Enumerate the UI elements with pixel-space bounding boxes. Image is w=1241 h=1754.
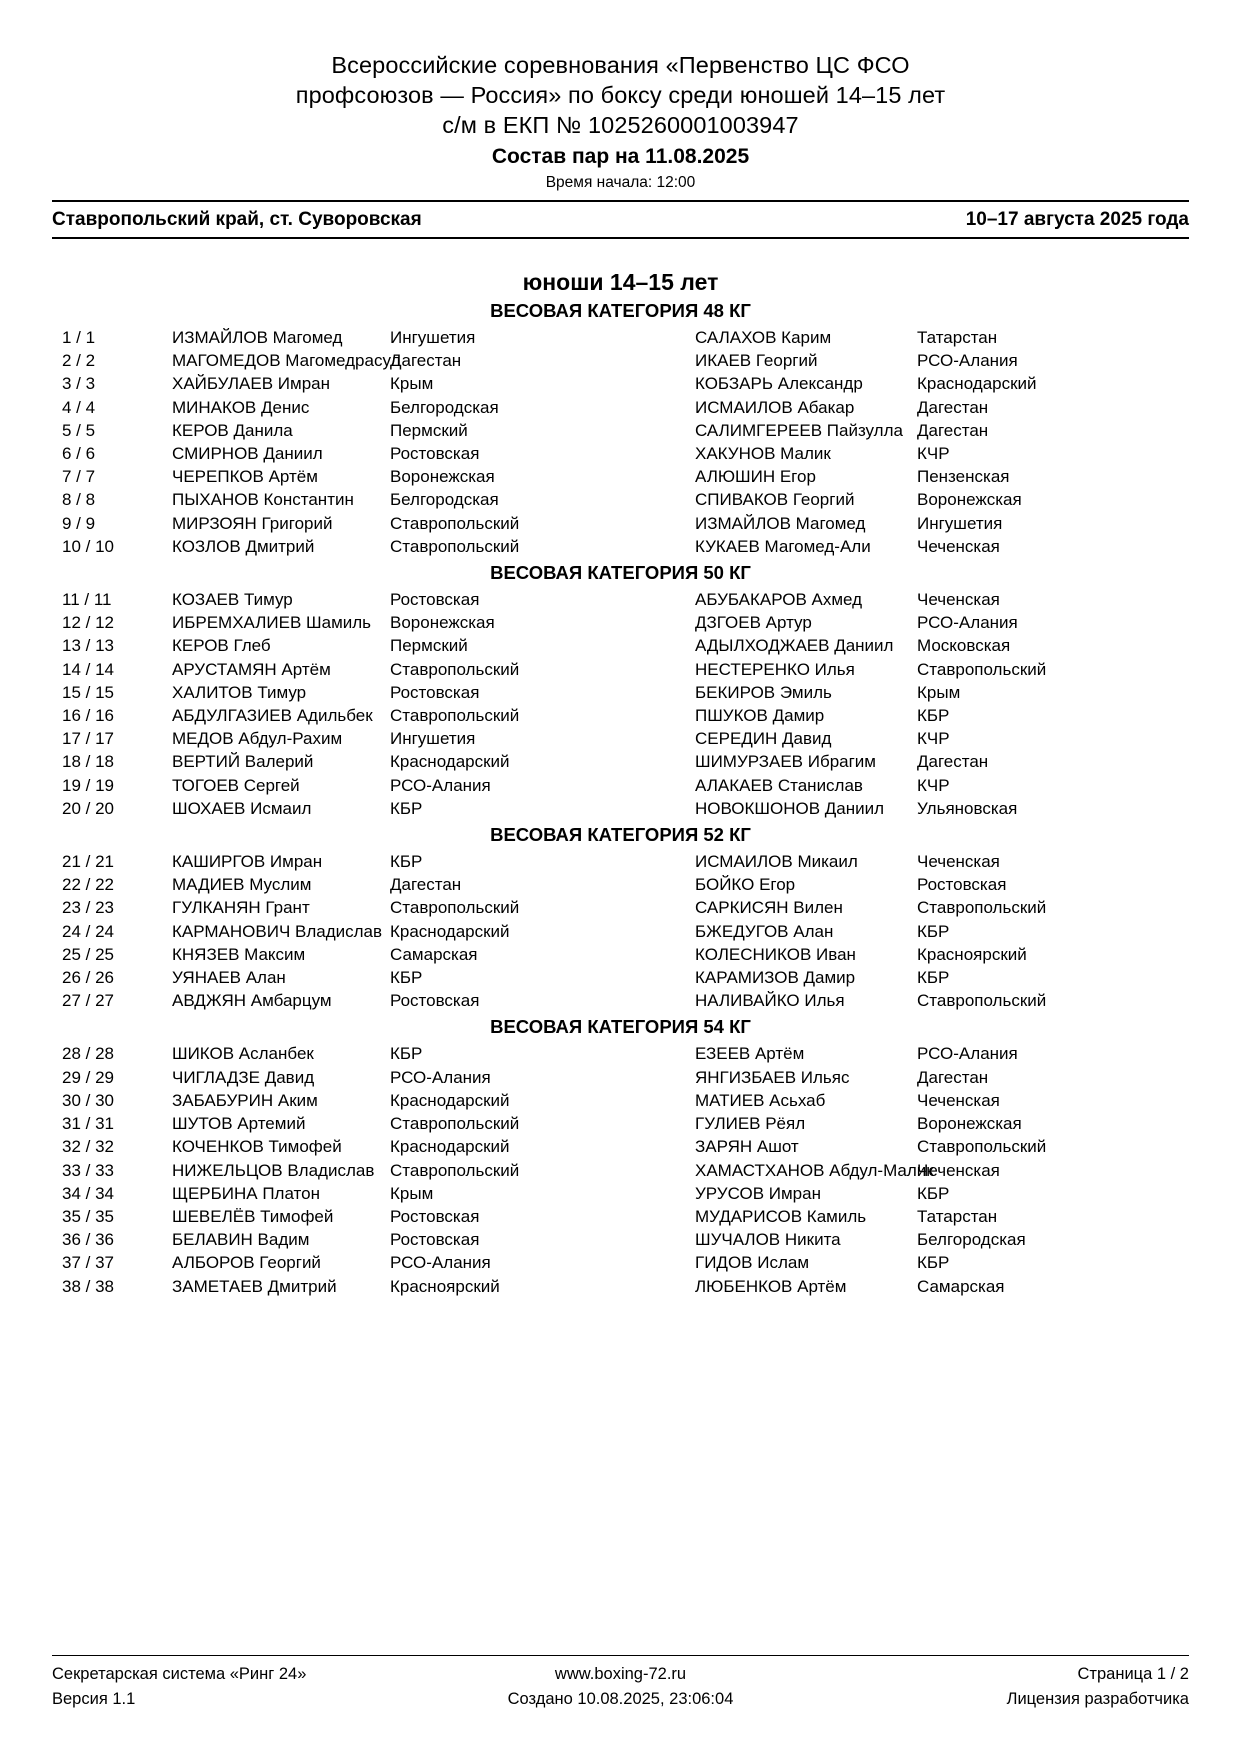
blue-boxer-name: АЛАКАЕВ Станислав [695,775,863,795]
blue-boxer-region: РСО-Алания [917,351,1018,371]
red-boxer-name: МАДИЕВ Муслим [172,875,312,895]
footer-website[interactable]: www.boxing-72.ru [554,1665,687,1683]
red-boxer-region: Ростовская [390,682,480,702]
red-boxer-name: ШЕВЕЛЁВ Тимофей [172,1206,334,1226]
blue-boxer-name: НЕСТЕРЕНКО Илья [695,659,855,679]
red-boxer-name: КОЗЛОВ Дмитрий [172,536,315,556]
blue-boxer-name: ЯНГИЗБАЕВ Ильяс [695,1067,850,1087]
red-boxer-region: Воронежская [390,613,495,633]
competition-title-line-1: Всероссийские соревнования «Первенство ЦС ФСО [331,52,910,78]
bout-row [52,396,1189,419]
blue-boxer-name: ЛЮБЕНКОВ Артём [695,1276,847,1296]
bout-row [52,681,1189,704]
red-boxer-name: МИРЗОЯН Григорий [172,513,333,533]
red-boxer-name: КОЧЕНКОВ Тимофей [172,1137,342,1157]
blue-boxer-name: СЕРЕДИН Давид [695,729,832,749]
bout-row [52,966,1189,989]
red-boxer-region: Краснодарский [390,1090,510,1110]
blue-boxer-name: ЕЗЕЕВ Артём [695,1044,805,1064]
red-boxer-name: МЕДОВ Абдул-Рахим [172,729,343,749]
bout-number: 16 / 16 [62,706,114,726]
blue-boxer-region: Ульяновская [917,798,1018,818]
red-boxer-name: ШУТОВ Артемий [172,1114,306,1134]
footer-page-number: Страница 1 / 2 [1077,1665,1189,1683]
blue-boxer-name: НАЛИВАЙКО Илья [695,991,845,1011]
bout-number: 32 / 32 [62,1137,114,1157]
bout-number: 1 / 1 [62,328,96,347]
red-boxer-name: КНЯЗЕВ Максим [172,944,306,964]
red-boxer-region: Воронежская [390,467,495,487]
bout-number: 38 / 38 [62,1276,114,1296]
bout-number: 30 / 30 [62,1090,114,1110]
blue-boxer-region: РСО-Алания [917,613,1018,633]
bout-number: 26 / 26 [62,968,114,988]
bout-row [52,465,1189,488]
red-boxer-name: МАГОМЕДОВ Магомедрасул [172,351,401,371]
footer-row-primary [52,1662,1189,1687]
red-boxer-region: РСО-Алания [390,1253,491,1273]
blue-boxer-region: Самарская [917,1276,1005,1296]
red-boxer-region: Крым [390,1183,434,1203]
red-boxer-region: Ростовская [390,991,480,1011]
blue-boxer-name: ХАМАСТХАНОВ Абдул-Малик [695,1160,934,1180]
bout-row [52,1066,1189,1089]
blue-boxer-region: Ростовская [917,875,1007,895]
blue-boxer-name: САЛИМГЕРЕЕВ Пайзулла [695,420,903,440]
bout-row [52,611,1189,634]
bout-number: 22 / 22 [62,875,114,895]
bout-number: 18 / 18 [62,752,114,772]
blue-boxer-region: Крым [917,682,961,702]
bout-row [52,1135,1189,1158]
red-boxer-region: Дагестан [390,875,462,895]
red-boxer-region: Самарская [390,944,478,964]
red-boxer-name: ИЗМАЙЛОВ Магомед [172,328,343,347]
blue-boxer-name: КОЛЕСНИКОВ Иван [695,944,856,964]
weight-category-title: ВЕСОВАЯ КАТЕГОРИЯ 54 КГ [490,1016,751,1038]
bout-number: 8 / 8 [62,490,96,510]
bout-row [52,326,1189,349]
red-boxer-region: Краснодарский [390,921,510,941]
blue-boxer-name: БОЙКО Егор [695,875,796,895]
bout-row [52,1251,1189,1274]
bout-number: 7 / 7 [62,467,96,487]
red-boxer-region: Дагестан [390,351,462,371]
blue-boxer-region: Ставропольский [917,659,1047,679]
bout-row [52,1159,1189,1182]
bout-number: 27 / 27 [62,991,114,1011]
bout-row [52,488,1189,511]
blue-boxer-name: БЕКИРОВ Эмиль [695,682,832,702]
red-boxer-region: Краснодарский [390,1137,510,1157]
bout-number: 4 / 4 [62,397,96,417]
bout-row [52,535,1189,558]
bout-number: 23 / 23 [62,898,114,918]
bout-row [52,442,1189,465]
blue-boxer-region: Белгородская [917,1230,1026,1250]
blue-boxer-name: БЖЕДУГОВ Алан [695,921,834,941]
weight-category-title: ВЕСОВАЯ КАТЕГОРИЯ 48 КГ [490,300,751,321]
footer-created-stamp: Создано 10.08.2025, 23:06:04 [507,1690,734,1708]
blue-boxer-name: САРКИСЯН Вилен [695,898,843,918]
red-boxer-region: Ингушетия [390,729,476,749]
bout-number: 31 / 31 [62,1114,114,1134]
red-boxer-region: Пермский [390,420,468,440]
venue-location: Ставропольский край, ст. Суворовская [52,209,422,230]
footer-divider [52,1655,1189,1656]
red-boxer-name: ИБРЕМХАЛИЕВ Шамиль [172,613,372,633]
red-boxer-region: Ставропольский [390,1160,520,1180]
red-boxer-name: КОЗАЕВ Тимур [172,590,293,610]
blue-boxer-region: Ингушетия [917,513,1003,533]
bout-row [52,1182,1189,1205]
bout-list [52,588,1189,820]
red-boxer-name: КЕРОВ Глеб [172,636,271,656]
bout-number: 17 / 17 [62,729,114,749]
blue-boxer-region: КЧР [917,775,950,795]
bout-number: 19 / 19 [62,775,114,795]
bout-row [52,512,1189,535]
blue-boxer-name: УРУСОВ Имран [695,1183,821,1203]
bout-row [52,588,1189,611]
blue-boxer-region: Чеченская [917,590,1000,610]
red-boxer-region: Ростовская [390,590,480,610]
competition-title-line-2: профсоюзов — Россия» по боксу среди юношей 14–15 лет [295,82,946,108]
bout-number: 12 / 12 [62,613,114,633]
red-boxer-region: КБР [390,798,423,818]
red-boxer-region: КБР [390,852,423,872]
red-boxer-region: Ставропольский [390,706,520,726]
blue-boxer-name: КУКАЕВ Магомед-Али [695,536,871,556]
bout-row [52,1275,1189,1298]
bout-number: 36 / 36 [62,1230,114,1250]
red-boxer-region: КБР [390,1044,423,1064]
blue-boxer-region: Татарстан [917,328,998,347]
blue-boxer-name: МУДАРИСОВ Камиль [695,1206,867,1226]
blue-boxer-region: Дагестан [917,1067,989,1087]
blue-boxer-name: ПШУКОВ Дамир [695,706,825,726]
red-boxer-name: БЕЛАВИН Вадим [172,1230,310,1250]
blue-boxer-region: КБР [917,706,950,726]
blue-boxer-name: ГИДОВ Ислам [695,1253,810,1273]
red-boxer-name: КЕРОВ Данила [172,420,293,440]
blue-boxer-name: АБУБАКАРОВ Ахмед [695,590,863,610]
red-boxer-name: АЛБОРОВ Георгий [172,1253,321,1273]
bout-row [52,797,1189,820]
red-boxer-name: ГУЛКАНЯН Грант [172,898,310,918]
blue-boxer-region: Красноярский [917,944,1027,964]
red-boxer-name: ТОГОЕВ Сергей [172,775,300,795]
bout-number: 3 / 3 [62,374,96,394]
blue-boxer-region: КЧР [917,444,950,464]
bout-number: 25 / 25 [62,944,114,964]
blue-boxer-name: АДЫЛХОДЖАЕВ Даниил [695,636,894,656]
red-boxer-region: РСО-Алания [390,775,491,795]
bout-number: 21 / 21 [62,852,114,872]
blue-boxer-name: ИСМАИЛОВ Абакар [695,397,855,417]
red-boxer-region: Красноярский [390,1276,500,1296]
blue-boxer-name: ИСМАИЛОВ Микаил [695,852,858,872]
red-boxer-name: ВЕРТИЙ Валерий [172,752,314,772]
bout-number: 37 / 37 [62,1253,114,1273]
red-boxer-region: Ставропольский [390,898,520,918]
blue-boxer-name: ИКАЕВ Георгий [695,351,818,371]
red-boxer-name: АРУСТАМЯН Артём [172,659,331,679]
blue-boxer-name: АЛЮШИН Егор [695,467,816,487]
bout-row [52,349,1189,372]
bout-row [52,1089,1189,1112]
bout-number: 24 / 24 [62,921,114,941]
red-boxer-region: Краснодарский [390,752,510,772]
weight-category-title: ВЕСОВАЯ КАТЕГОРИЯ 50 КГ [490,562,751,584]
bout-row [52,658,1189,681]
blue-boxer-region: Пензенская [917,467,1010,487]
blue-boxer-region: КБР [917,1183,950,1203]
bout-number: 14 / 14 [62,659,114,679]
red-boxer-region: Белгородская [390,397,499,417]
bout-list [52,326,1189,558]
bout-row [52,774,1189,797]
bout-row [52,1042,1189,1065]
red-boxer-name: ЧИГЛАДЗЕ Давид [172,1067,315,1087]
red-boxer-name: НИЖЕЛЬЦОВ Владислав [172,1160,375,1180]
red-boxer-name: ШИКОВ Асланбек [172,1044,314,1064]
header-divider-bottom [52,237,1189,239]
red-boxer-region: Ставропольский [390,659,520,679]
blue-boxer-region: КБР [917,1253,950,1273]
red-boxer-name: СМИРНОВ Даниил [172,444,323,464]
bout-number: 29 / 29 [62,1067,114,1087]
bout-number: 33 / 33 [62,1160,114,1180]
blue-boxer-name: ШИМУРЗАЕВ Ибрагим [695,752,876,772]
bout-number: 34 / 34 [62,1183,114,1203]
blue-boxer-region: Чеченская [917,852,1000,872]
red-boxer-region: Пермский [390,636,468,656]
blue-boxer-region: Ставропольский [917,1137,1047,1157]
bout-number: 13 / 13 [62,636,114,656]
bout-row [52,989,1189,1012]
bout-row [52,943,1189,966]
footer-license: Лицензия разработчика [1006,1690,1189,1708]
red-boxer-region: РСО-Алания [390,1067,491,1087]
red-boxer-name: ЩЕРБИНА Платон [172,1183,320,1203]
red-boxer-name: АВДЖЯН Амбарцум [172,991,332,1011]
blue-boxer-region: Чеченская [917,1160,1000,1180]
bout-list [52,850,1189,1012]
footer-system-name: Секретарская система «Ринг 24» [52,1665,307,1683]
bout-number: 10 / 10 [62,536,114,556]
event-dates: 10–17 августа 2025 года [965,209,1189,230]
start-time: Время начала: 12:00 [545,174,696,191]
document-footer [52,1655,1189,1712]
red-boxer-region: Ростовская [390,1230,480,1250]
blue-boxer-name: ЗАРЯН Ашот [695,1137,799,1157]
red-boxer-name: КАРМАНОВИЧ Владислав [172,921,383,941]
bout-row [52,1205,1189,1228]
bout-row [52,850,1189,873]
red-boxer-name: ХАЙБУЛАЕВ Имран [172,374,330,394]
blue-boxer-name: МАТИЕВ Асьхаб [695,1090,826,1110]
red-boxer-name: ШОХАЕВ Исмаил [172,798,312,818]
blue-boxer-region: РСО-Алания [917,1044,1018,1064]
red-boxer-name: ЧЕРЕПКОВ Артём [172,467,318,487]
blue-boxer-region: Чеченская [917,1090,1000,1110]
blue-boxer-region: Дагестан [917,397,989,417]
red-boxer-region: Ставропольский [390,513,520,533]
red-boxer-region: КБР [390,968,423,988]
bout-row [52,1228,1189,1251]
blue-boxer-region: Татарстан [917,1206,998,1226]
red-boxer-name: ПЫХАНОВ Константин [172,490,354,510]
bout-number: 20 / 20 [62,798,114,818]
blue-boxer-name: ИЗМАЙЛОВ Магомед [695,513,866,533]
competition-title-line-3: с/м в ЕКП № 1025260001003947 [442,112,799,138]
blue-boxer-name: ШУЧАЛОВ Никита [695,1230,841,1250]
bout-number: 11 / 11 [62,590,112,610]
footer-row-secondary [52,1687,1189,1712]
red-boxer-region: Ставропольский [390,536,520,556]
blue-boxer-name: ГУЛИЕВ Рёял [695,1114,806,1134]
bout-row [52,634,1189,657]
age-group-title: юноши 14–15 лет [522,269,719,295]
bout-row [52,727,1189,750]
blue-boxer-name: ДЗГОЕВ Артур [695,613,812,633]
bout-row [52,920,1189,943]
bout-row [52,372,1189,395]
bout-row [52,873,1189,896]
blue-boxer-region: КБР [917,921,950,941]
red-boxer-name: ЗАБАБУРИН Аким [172,1090,318,1110]
blue-boxer-region: Дагестан [917,752,989,772]
bout-number: 9 / 9 [62,513,96,533]
document-subject: Состав пар на 11.08.2025 [491,145,750,168]
footer-version: Версия 1.1 [52,1690,136,1708]
red-boxer-region: Белгородская [390,490,499,510]
blue-boxer-region: Воронежская [917,490,1022,510]
blue-boxer-name: СПИВАКОВ Георгий [695,490,855,510]
blue-boxer-region: Ставропольский [917,991,1047,1011]
bout-row [52,896,1189,919]
red-boxer-region: Ростовская [390,1206,480,1226]
blue-boxer-name: ХАКУНОВ Малик [695,444,831,464]
weight-category-title: ВЕСОВАЯ КАТЕГОРИЯ 52 КГ [490,824,751,846]
bout-row [52,1112,1189,1135]
bout-row [52,704,1189,727]
bout-list [52,1042,1189,1297]
red-boxer-name: КАШИРГОВ Имран [172,852,323,872]
blue-boxer-name: НОВОКШОНОВ Даниил [695,798,885,818]
blue-boxer-region: КБР [917,968,950,988]
blue-boxer-name: КАРАМИЗОВ Дамир [695,968,856,988]
bout-row [52,419,1189,442]
blue-boxer-region: Дагестан [917,420,989,440]
red-boxer-region: Ставропольский [390,1114,520,1134]
red-boxer-name: МИНАКОВ Денис [172,397,310,417]
blue-boxer-region: Ставропольский [917,898,1047,918]
bout-number: 35 / 35 [62,1206,114,1226]
weight-categories [52,298,1189,1298]
red-boxer-region: Ростовская [390,444,480,464]
bout-row [52,750,1189,773]
blue-boxer-region: Московская [917,636,1011,656]
blue-boxer-name: САЛАХОВ Карим [695,328,832,347]
bout-number: 15 / 15 [62,682,114,702]
red-boxer-name: ЗАМЕТАЕВ Дмитрий [172,1276,337,1296]
bout-number: 5 / 5 [62,420,96,440]
document-header [52,0,1189,193]
red-boxer-name: АБДУЛГАЗИЕВ Адильбек [172,706,373,726]
blue-boxer-region: Чеченская [917,536,1000,556]
blue-boxer-region: КЧР [917,729,950,749]
page-content [52,0,1189,1754]
red-boxer-name: ХАЛИТОВ Тимур [172,682,307,702]
bout-number: 2 / 2 [62,351,96,371]
blue-boxer-region: Краснодарский [917,374,1037,394]
blue-boxer-region: Воронежская [917,1114,1022,1134]
red-boxer-region: Ингушетия [390,328,476,347]
red-boxer-name: УЯНАЕВ Алан [172,968,286,988]
venue-date-row [52,202,1189,237]
bout-number: 28 / 28 [62,1044,114,1064]
red-boxer-region: Крым [390,374,434,394]
bout-number: 6 / 6 [62,444,96,464]
blue-boxer-name: КОБЗАРЬ Александр [695,374,863,394]
